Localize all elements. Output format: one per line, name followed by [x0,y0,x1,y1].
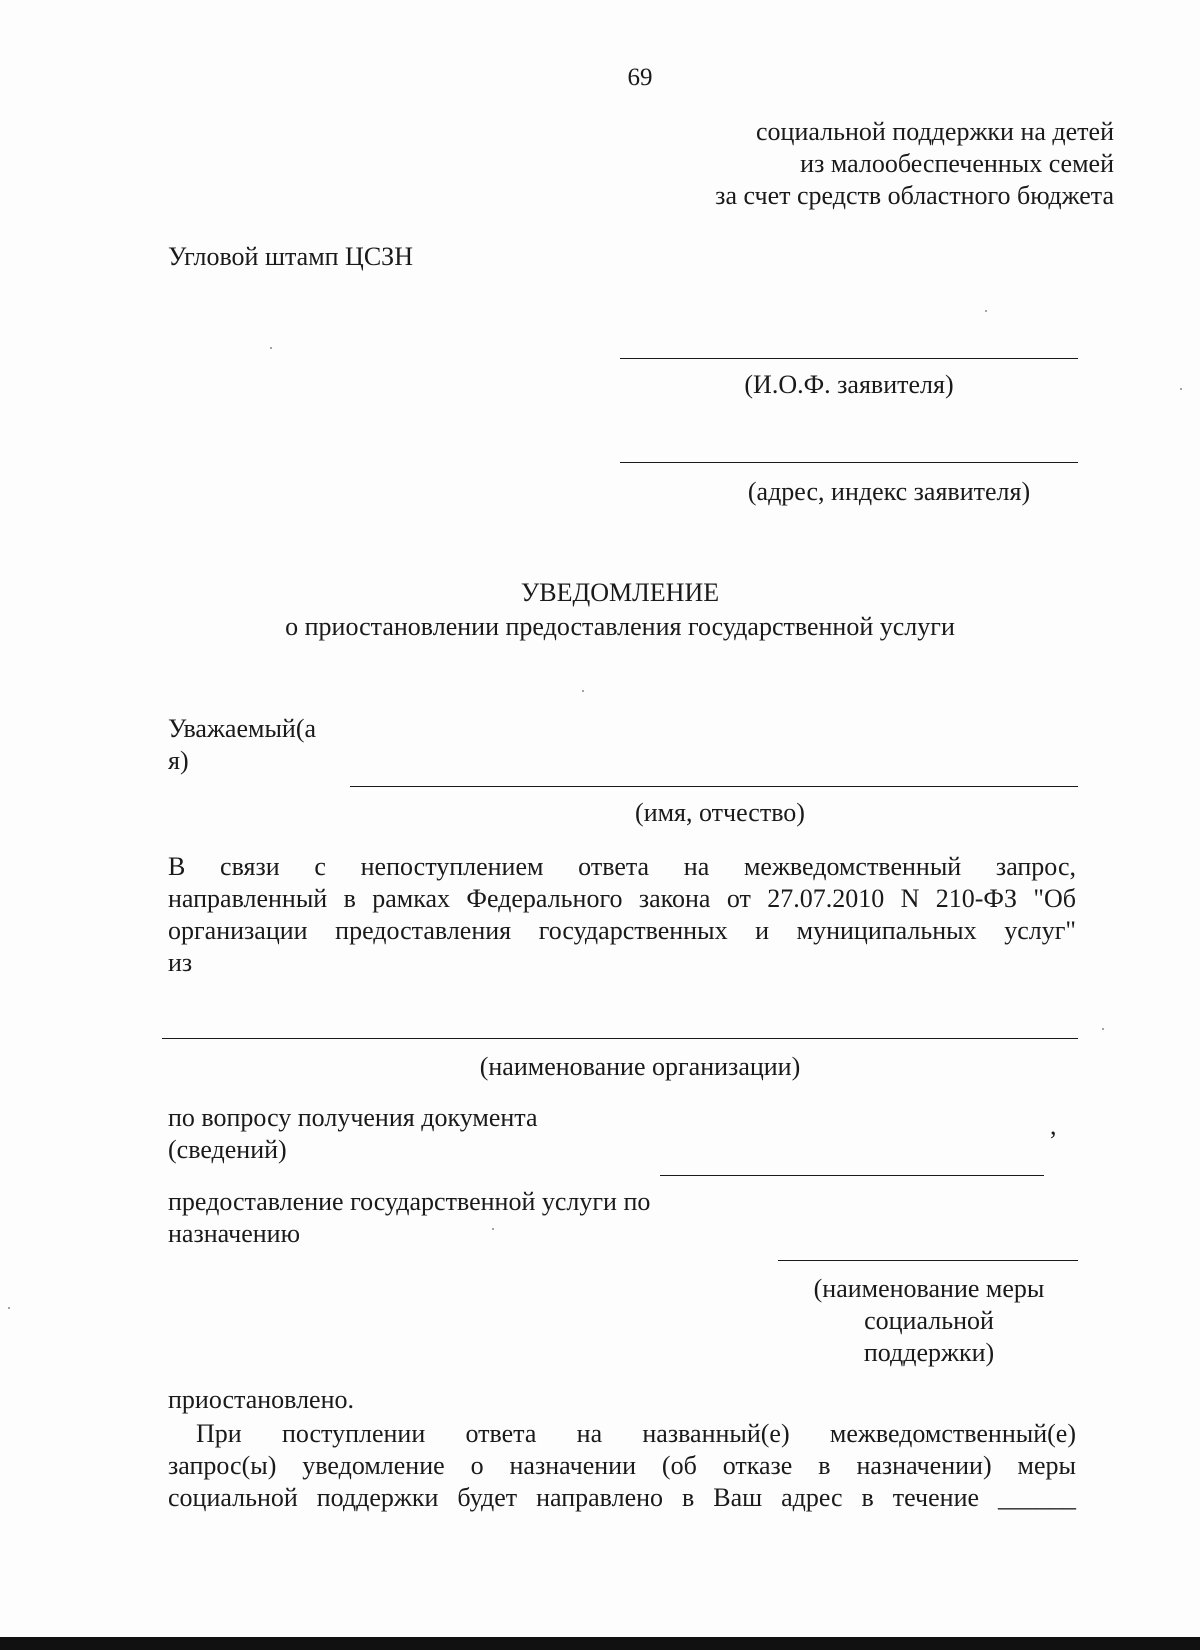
scan-speck [270,347,272,349]
scan-speck [1102,1028,1104,1030]
final-line-2: запрос(ы) уведомление о назначении (об отказе в назначении) меры [168,1451,1076,1480]
scan-speck [985,310,987,312]
applicant-name-line [620,358,1078,359]
scan-speck [582,690,584,692]
scan-speck [492,1228,494,1230]
greeting-line-2: я) [168,746,189,775]
final-line-3: социальной поддержки будет направлено в Ваш адрес в течение ______ [168,1483,1076,1512]
applicant-address-caption: (адрес, индекс заявителя) [747,477,1031,506]
measure-name-line [778,1260,1078,1261]
scan-speck [8,1307,10,1309]
body-line-2: направленный в рамках Федерального закона от 27.07.2010 N 210-ФЗ "Об [168,884,1076,913]
body-line-3: организации предоставления государственных и муниципальных услуг" [168,916,1076,945]
header-line-2: из малообеспеченных семей [800,149,1114,178]
comma-mark: , [1050,1111,1057,1140]
addressee-name-line [350,786,1078,787]
measure-caption-line-2: социальной [864,1306,994,1335]
body-last-line: из [168,948,193,977]
body-line-1: В связи с непоступлением ответа на межведомственный запрос, [168,852,1076,881]
applicant-address-line [620,462,1078,463]
document-subtitle: о приостановлении предоставления государственной услуги [285,612,955,641]
document-title: УВЕДОМЛЕНИЕ [520,578,720,607]
suspended-text: приостановлено. [168,1385,355,1414]
page-number: 69 [627,64,653,91]
name-caption: (имя, отчество) [635,798,805,827]
scan-speck [1180,388,1182,390]
organization-line [162,1038,1078,1039]
organization-caption: (наименование организации) [479,1052,801,1081]
service-line-1: предоставление государственной услуги по [168,1187,651,1216]
final-line-1: При поступлении ответа на названный(е) межведомственный(е) [196,1419,1076,1448]
measure-caption-line-3: поддержки) [863,1338,995,1367]
header-line-3: за счет средств областного бюджета [715,181,1114,210]
corner-stamp-label: Угловой штамп ЦСЗН [168,242,413,271]
measure-caption-line-1: (наименование меры [813,1274,1045,1303]
header-line-1: социальной поддержки на детей [755,117,1114,146]
service-line-2: назначению [168,1219,301,1248]
scan-bottom-edge [0,1637,1200,1650]
applicant-name-caption: (И.О.Ф. заявителя) [744,370,954,399]
greeting-line-1: Уважаемый(а [168,714,317,743]
document-name-line [660,1175,1044,1176]
question-line-1: по вопросу получения документа [168,1103,538,1132]
question-line-2: (сведений) [168,1135,287,1164]
